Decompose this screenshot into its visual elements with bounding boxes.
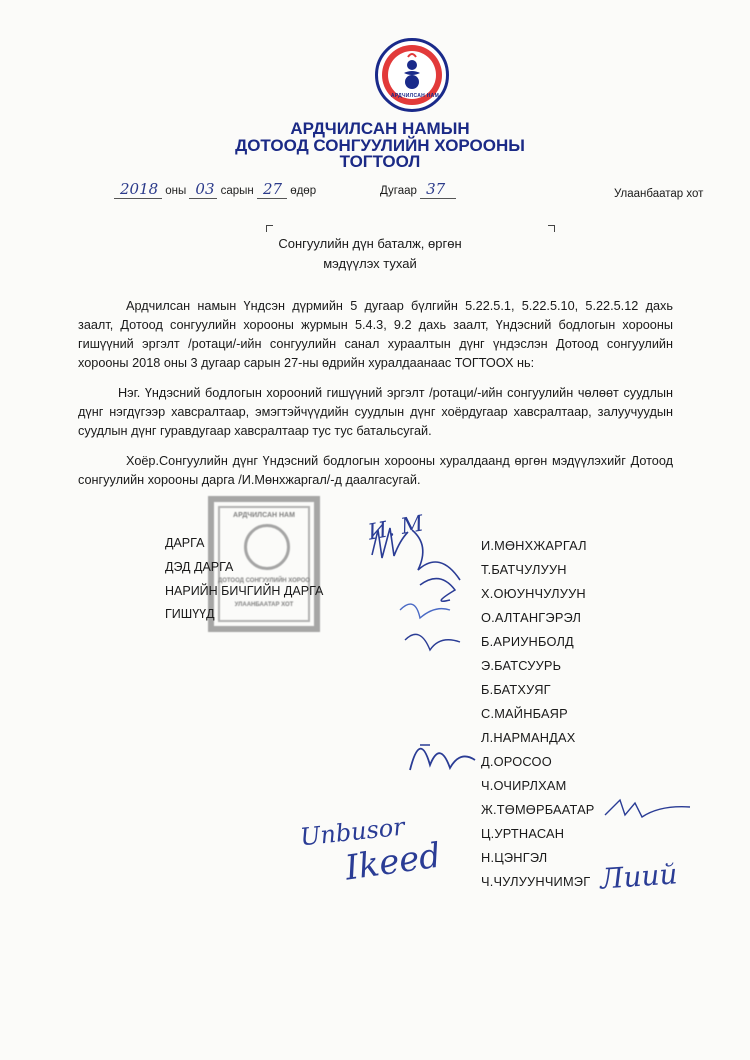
member-name: С.МАЙНБАЯР: [481, 706, 568, 721]
body-paragraph-2: [78, 384, 673, 441]
number-value: 37: [420, 180, 456, 199]
title-line-1: Сонгуулийн дүн баталж, өргөн: [278, 236, 462, 251]
member-name: И.МӨНХЖАРГАЛ: [481, 538, 587, 553]
date-month-suffix: сарын: [220, 185, 254, 197]
signature-ikeed: Ikeed: [342, 835, 444, 889]
signature-unbusor: Unbusor: [298, 812, 406, 852]
stamp-emblem-icon: [244, 524, 290, 570]
stamp-bottom-text: УЛААНБААТАР ХОТ: [234, 602, 294, 608]
body-paragraph-1: [78, 297, 673, 373]
date-day: 27: [257, 180, 287, 199]
role-chair: ДАРГА: [165, 536, 205, 550]
body-paragraph-2-text: Нэг. Үндэсний бодлогын хорооний гишүүний эргэлт /ротаци/-ийн сонгуулийн чөлөөт суудлын дүнг нэгдүгээр хавсралтаар, эмэгтэйчүүдийн суудлын дүнг хоёрдугаар хавсралтаар, залуучуудын суудлын дүнг гуравдугаар хавсралтаар тус тус батальсугай.: [78, 386, 673, 438]
body-paragraph-1-text: Ардчилсан намын Үндсэн дүрмийн 5 дугаар бүлгийн 5.22.5.1, 5.22.5.10, 5.22.5.12 дахь заалт, Дотоод сонгуулийн хорооны журмын 5.4.3, 9.2 дахь заалт, Үндэсний бодлогын хорооны гишүүний эргэлт /ротаци/-ийн сонгуулийн санал хураалтын дүнг үндэслэн Дотоод сонгуулийн хорооны 2018 оны 3 дугаар сарын 27-ны өдрийн хуралдаанаас ТОГТООХ нь:: [78, 299, 673, 370]
role-vice-chair: ДЭД ДАРГА: [165, 560, 234, 574]
date-year: 2018: [114, 180, 162, 199]
body-paragraph-3: [78, 452, 673, 490]
member-name: Ч.ЧУЛУУНЧИМЭГ: [481, 874, 591, 889]
role-members: ГИШҮҮД: [165, 607, 215, 621]
member-name: Д.ОРОСОО: [481, 754, 552, 769]
date-day-suffix: өдөр: [290, 185, 317, 197]
signature-scribble-2: [400, 730, 490, 780]
date-line: [114, 180, 316, 199]
title-corner-left: [266, 225, 273, 232]
role-secretary: НАРИЙН БИЧГИЙН ДАРГА: [165, 584, 324, 598]
member-name: Н.ЦЭНГЭЛ: [481, 850, 548, 865]
body-paragraph-3-text: Хоёр.Сонгуулийн дүнг Үндэсний бодлогын хорооны хуралдаанд өргөн мэдүүлэхийг Дотоод сонгуулийн хорооны дарга /И.Мөнхжаргал/-д даалгасугай.: [78, 454, 673, 487]
member-name: Б.АРИУНБОЛД: [481, 634, 574, 649]
title-corner-right: [548, 225, 555, 232]
party-logo: [375, 38, 449, 112]
header-line-3: ТОГТООЛ: [339, 152, 421, 171]
member-name: Э.БАТСУУРЬ: [481, 658, 562, 673]
signature-munkhjargal: И. М: [366, 511, 426, 546]
member-name: Ж.ТӨМӨРБААТАР: [481, 802, 595, 817]
number-field: [380, 180, 456, 199]
member-name: Ч.ОЧИРЛХАМ: [481, 778, 567, 793]
signature-scribble-3: [600, 795, 700, 825]
member-name: О.АЛТАНГЭРЭЛ: [481, 610, 582, 625]
city-label: Улаанбаатар хот: [614, 188, 704, 200]
member-name: Т.БАТЧУЛУУН: [481, 562, 567, 577]
signature-chuluunchimeg: Лиий: [598, 857, 679, 896]
header-line-2: ДОТООД СОНГУУЛИЙН ХОРООНЫ: [235, 136, 525, 155]
number-label: Дугаар: [380, 185, 417, 197]
header-line-1: АРДЧИЛСАН НАМЫН: [290, 119, 470, 138]
member-name: Х.ОЮУНЧУЛУУН: [481, 586, 586, 601]
title-line-2: мэдүүлэх тухай: [323, 256, 417, 271]
date-month: 03: [189, 180, 217, 199]
member-name: Ц.УРТНАСАН: [481, 826, 565, 841]
date-year-suffix: оны: [165, 185, 187, 197]
member-name: Б.БАТХУЯГ: [481, 682, 551, 697]
logo-text: АРДЧИЛСАН НАМ: [390, 93, 440, 99]
stamp-mid-text: ДОТООД СОНГУУЛИЙН ХОРОО: [217, 578, 311, 584]
member-name: Л.НАРМАНДАХ: [481, 730, 576, 745]
stamp-top-text: АРДЧИЛСАН НАМ: [233, 512, 295, 519]
